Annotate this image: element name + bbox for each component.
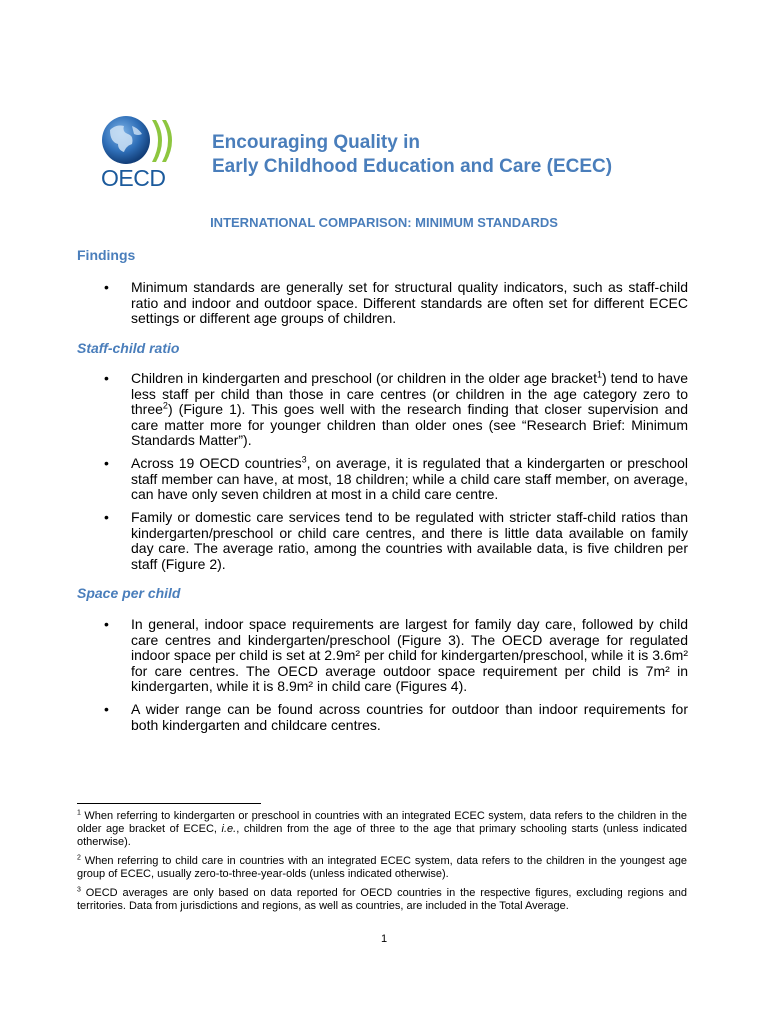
footnote-ref-2: 2 — [162, 400, 168, 411]
bullet: • — [104, 279, 109, 295]
footnote-number: 3 — [77, 886, 81, 894]
space-per-child-heading: Space per child — [77, 585, 181, 601]
page-number: 1 — [380, 933, 388, 945]
text-run: , on average, it is regulated that a kindergarten or preschool staff member can have, at most, 18 children; while a child care staff member, on average, can have only seven children at most in a child care centre. — [131, 455, 688, 503]
space-bullet-1: In general, indoor space requirements are largest for family day care, followed by child care centres and kindergarten/preschool (Figure 3). The OECD average for regulated indoor space per child is set at 2.9m² per child for kindergarten/preschool, while it is 3.6m² for care centres. The OECD average outdoor space requirement per child is 7m² in kindergarten, while it is 8.9m² in child care (Figures 4). — [131, 616, 688, 695]
footnote-3 — [77, 887, 687, 913]
oecd-logo — [96, 114, 186, 194]
text-run: Across 19 OECD countries — [131, 455, 302, 471]
footnote-number: 1 — [77, 809, 81, 817]
findings-bullet-1: Minimum standards are generally set for structural quality indicators, such as staff-child ratio and indoor and outdoor space. Different standards are often set for different ECEC settings or different age groups of children. — [131, 279, 688, 327]
footnote-1 — [77, 810, 687, 849]
document-title — [212, 131, 612, 179]
footnote-ref-1: 1 — [596, 369, 602, 380]
staff-bullet-2 — [131, 456, 688, 503]
title-line-1: Encouraging Quality in — [212, 132, 420, 153]
footnote-divider — [77, 803, 261, 804]
bullet: • — [104, 701, 109, 717]
logo-wordmark: OECD — [101, 165, 166, 191]
footnote-number: 2 — [77, 854, 81, 862]
bullet: • — [104, 616, 109, 632]
globe-chevron-icon — [96, 114, 186, 166]
bullet: • — [104, 509, 109, 525]
text-run: , children from the age of three to the age that primary schooling starts (unless indicated otherwise). — [77, 823, 687, 848]
staff-child-ratio-heading: Staff-child ratio — [77, 340, 180, 356]
text-run: ) tend to have less staff per child than those in care centres (or children in the age category zero to three — [131, 370, 688, 418]
staff-bullet-1 — [131, 371, 688, 449]
text-run: OECD averages are only based on data reported for OECD countries in the respective figures, excluding regions and territories. Data from jurisdictions and regions, as well as countries, are included in the Total Average. — [77, 887, 687, 912]
text-run: i.e. — [221, 823, 237, 835]
findings-heading: Findings — [77, 247, 136, 263]
bullet: • — [104, 370, 109, 386]
title-line-2: Early Childhood Education and Care (ECEC) — [212, 156, 613, 177]
space-bullet-2: A wider range can be found across countries for outdoor than indoor requirements for both kindergarten and childcare centres. — [131, 701, 688, 733]
bullet: • — [104, 455, 109, 471]
text-run: When referring to child care in countries with an integrated ECEC system, data refers to the children in the youngest age group of ECEC, usually zero-to-three-year-olds (unless indicated otherwise). — [77, 855, 687, 880]
footnote-ref-3: 3 — [301, 454, 307, 465]
footnote-2 — [77, 855, 687, 881]
staff-bullet-3: Family or domestic care services tend to be regulated with stricter staff-child ratios than kindergarten/preschool or child care centres, and there is little data available on family day care. The average ratio, among the countries with available data, is five children per staff (Figure 2). — [131, 509, 688, 572]
text-run: ) (Figure 1). This goes well with the research finding that closer supervision and care matter more for younger children than older ones (see “Research Brief: Minimum Standards Matter”). — [131, 401, 688, 449]
text-run: Children in kindergarten and preschool (or children in the older age bracket — [131, 370, 597, 386]
document-subtitle: INTERNATIONAL COMPARISON: MINIMUM STANDARDS — [210, 215, 558, 230]
text-run: When referring to kindergarten or preschool in countries with an integrated ECEC system, data refers to the children in the older age bracket of ECEC, — [77, 810, 687, 835]
